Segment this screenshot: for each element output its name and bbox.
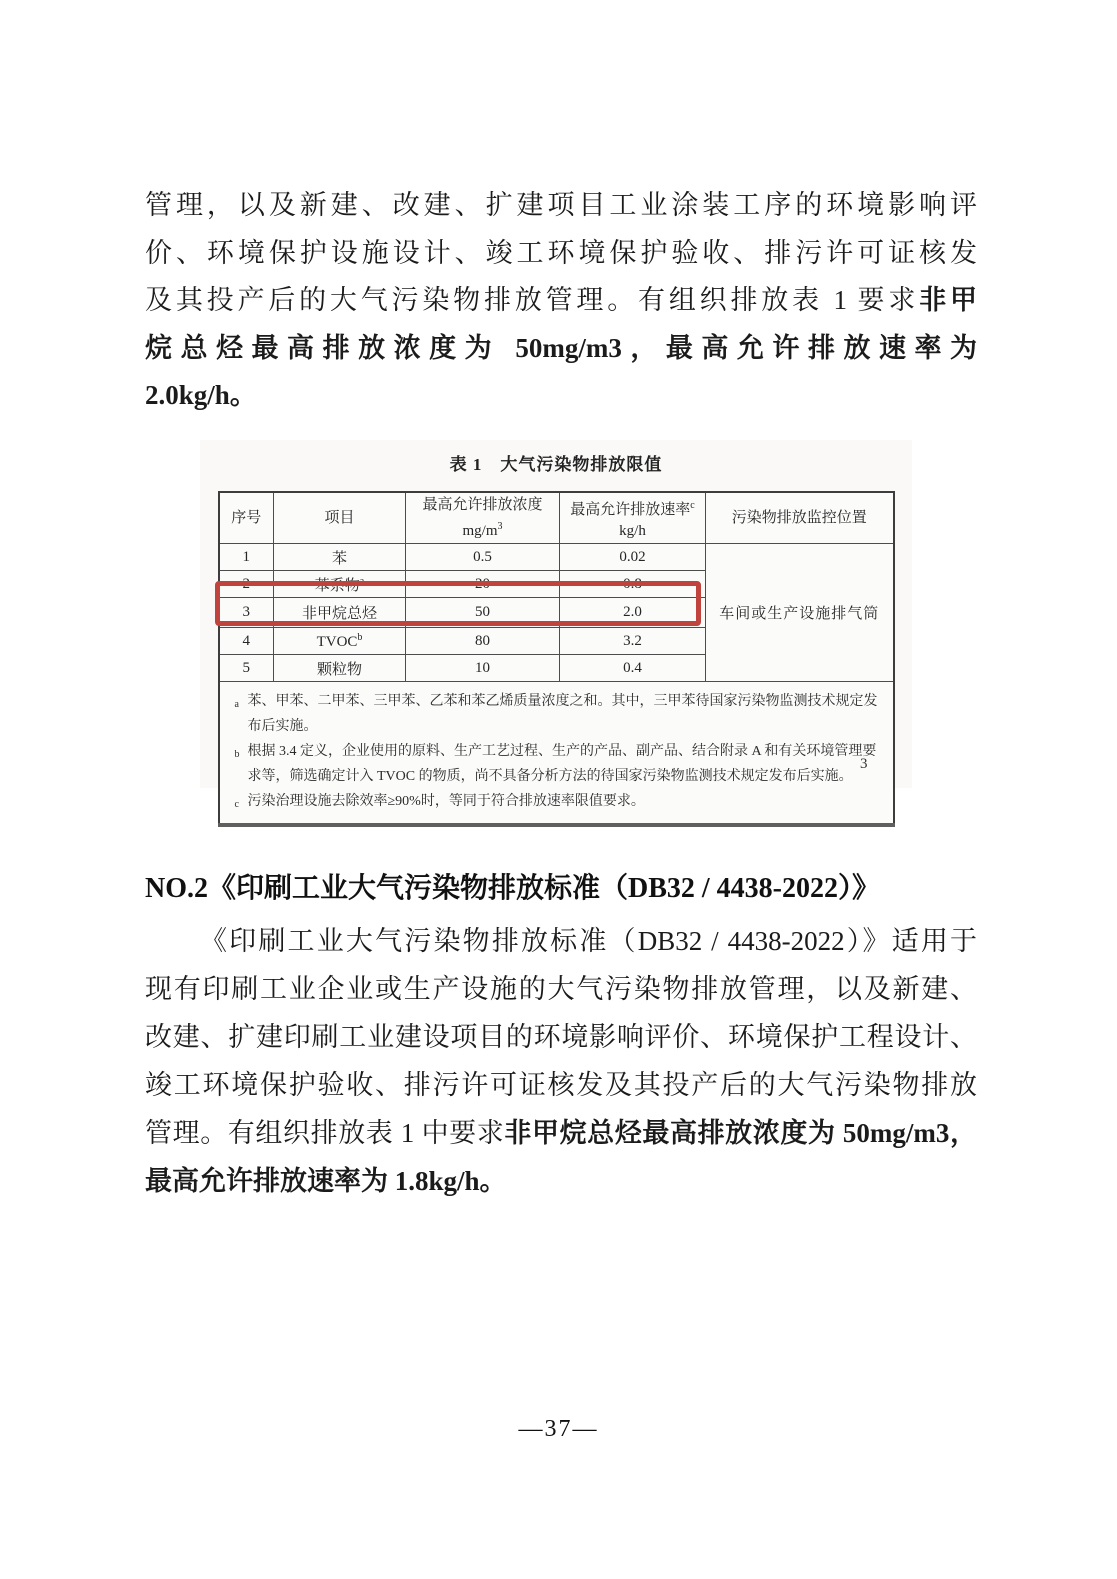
cell-concentration: 20 [406, 571, 560, 598]
header-concentration-unit: mg/m [462, 522, 498, 539]
cell-monitor-location: 车间或生产设施排气筒 [706, 544, 894, 682]
section-heading-no2: NO.2《印刷工业大气污染物排放标准（DB32 / 4438-2022）》 [145, 873, 881, 904]
cell-item-text: 苯系物 [314, 577, 360, 594]
cell-no: 2 [219, 571, 274, 598]
text-line [145, 1157, 977, 1205]
cell-rate: 0.02 [560, 544, 706, 571]
footnote-b [232, 739, 885, 789]
table-footnotes-row [219, 682, 894, 826]
text-regular: 价、环境保护设施设计、竣工环境保护验收、排污许可证核发 [145, 237, 977, 268]
cell-item [274, 655, 406, 682]
cell-item [274, 628, 406, 655]
header-rate-unit: kg/h [619, 522, 646, 539]
cell-item-text: 苯 [331, 550, 347, 567]
cell-item [274, 544, 406, 571]
header-concentration-label: 最高允许排放浓度 [422, 496, 543, 513]
text-line [145, 277, 977, 325]
footnote-c [232, 789, 885, 814]
text-line [145, 965, 977, 1013]
text-bold: 非甲 [919, 285, 977, 315]
header-concentration-unit-sup: 3 [497, 520, 503, 532]
footnote-c-marker: c [234, 799, 239, 810]
text-bold: 非甲烷总烃最高排放浓度为 50mg/m3， [504, 1118, 977, 1148]
page-number: —37— [518, 1416, 599, 1442]
text-bold: 烷总烃最高排放浓度为 50mg/m3，最高允许排放速率为 [145, 332, 977, 363]
text-bold: 2.0kg/h。 [145, 380, 257, 410]
text-regular: 现有印刷工业企业或生产设施的大气污染物排放管理，以及新建、 [145, 974, 977, 1004]
cell-no: 4 [219, 628, 274, 655]
cell-concentration: 10 [406, 655, 560, 682]
text-regular: 管理，以及新建、改建、扩建项目工业涂装工序的环境影响评 [145, 190, 977, 220]
text-line [145, 917, 977, 965]
text-line [145, 230, 977, 278]
header-rate [560, 492, 706, 544]
header-rate-sup: c [690, 499, 695, 511]
cell-rate: 2.0 [560, 598, 706, 628]
cell-item-text: 非甲烷总烃 [301, 606, 377, 622]
text-regular: 改建、扩建印刷工业建设项目的环境影响评价、环境保护工程设计、 [145, 1022, 977, 1052]
footnote-b-marker: b [234, 749, 240, 760]
table-header-row [219, 492, 894, 544]
table-figure [200, 440, 912, 810]
text-line [145, 1109, 977, 1157]
text-regular: 《印刷工业大气污染物排放标准（DB32 / 4438-2022）》适用于 [200, 926, 977, 956]
cell-rate: 3.2 [560, 628, 706, 655]
cell-no: 1 [219, 544, 274, 571]
text-line [145, 1013, 977, 1061]
paragraph-printing-standard [145, 917, 977, 1205]
text-regular: 竣工环境保护验收、排污许可证核发及其投产后的大气污染物排放 [145, 1070, 977, 1100]
table-footnotes-cell [219, 682, 894, 826]
cell-concentration: 0.5 [406, 544, 560, 571]
cell-item-text: TVOC [316, 633, 358, 650]
cell-concentration: 50 [406, 598, 560, 628]
text-line [145, 372, 977, 420]
header-location: 污染物排放监控位置 [706, 492, 894, 544]
cell-no: 3 [219, 598, 274, 628]
header-rate-label: 最高允许排放速率 [570, 501, 691, 518]
footnote-a-text: 苯、甲苯、二甲苯、三甲苯、乙苯和苯乙烯质量浓度之和。其中，三甲苯待国家污染物监测技术规定发布后实施。 [247, 694, 878, 734]
footnote-a [232, 689, 885, 739]
text-line [145, 325, 977, 373]
text-bold: 最高允许排放速率为 1.8kg/h。 [145, 1166, 507, 1196]
cell-item-text: 颗粒物 [316, 661, 362, 678]
cell-item-sup: b [357, 631, 363, 643]
text-line [145, 182, 977, 230]
cell-item-sup: a [359, 575, 365, 587]
paragraph-coating-standard [145, 182, 977, 420]
cell-rate: 0.8 [560, 571, 706, 598]
table-title: 表 1 大气污染物排放限值 [449, 455, 663, 474]
text-regular: 管理。有组织排放表 1 中要求 [145, 1118, 505, 1148]
cell-item [274, 571, 406, 598]
footnote-c-text: 污染治理设施去除效率≥90%时，等同于符合排放速率限值要求。 [247, 794, 645, 809]
emission-limits-table [218, 491, 895, 827]
embedded-page-number: 3 [860, 756, 868, 772]
cell-no: 5 [219, 655, 274, 682]
table-row [219, 544, 894, 571]
header-item: 项目 [274, 492, 406, 544]
text-regular: 及其投产后的大气污染物排放管理。有组织排放表 1 要求 [145, 285, 920, 315]
text-line [145, 1061, 977, 1109]
cell-concentration: 80 [406, 628, 560, 655]
cell-item [274, 598, 406, 628]
header-no: 序号 [219, 492, 274, 544]
cell-rate: 0.4 [560, 655, 706, 682]
footnote-a-marker: a [234, 699, 239, 710]
header-concentration [406, 492, 560, 544]
footnote-b-text: 根据 3.4 定义，企业使用的原料、生产工艺过程、生产的产品、副产品、结合附录 A 和有关环境管理要求等，筛选确定计入 TVOC 的物质，尚不具备分析方法的待国家污染物监测技术规定发布后实施。 [247, 744, 877, 784]
